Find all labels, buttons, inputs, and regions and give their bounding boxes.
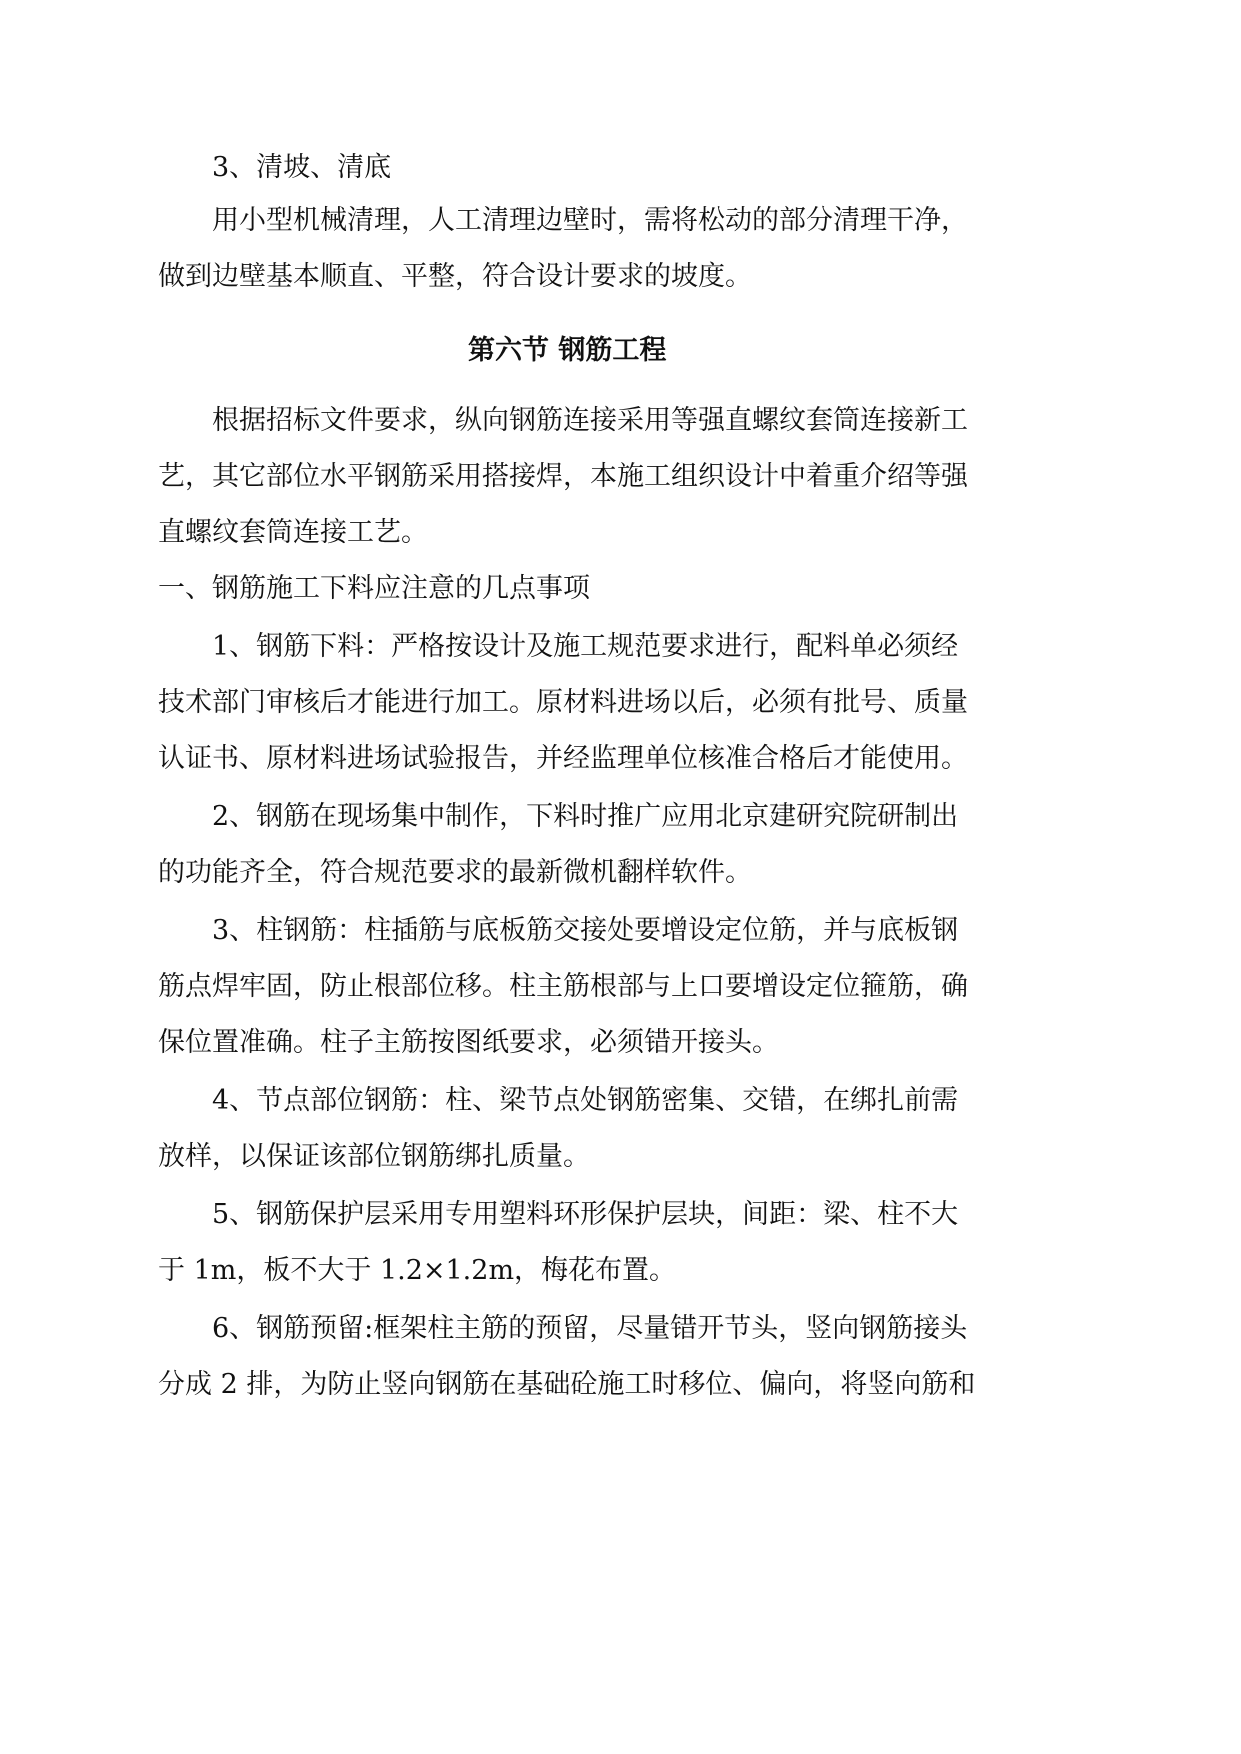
paragraph-line: 认证书、原材料进场试验报告，并经监理单位核准合格后才能使用。 bbox=[158, 743, 968, 774]
section-title: 第六节 钢筋工程 bbox=[468, 335, 667, 366]
paragraph-line: 技术部门审核后才能进行加工。原材料进场以后，必须有批号、质量 bbox=[158, 687, 968, 718]
paragraph-line: 2、钢筋在现场集中制作，下料时推广应用北京建研究院研制出 bbox=[212, 801, 959, 832]
paragraph-line: 筋点焊牢固，防止根部位移。柱主筋根部与上口要增设定位箍筋，确 bbox=[158, 971, 968, 1002]
paragraph-line: 放样，以保证该部位钢筋绑扎质量。 bbox=[158, 1141, 590, 1172]
paragraph-line: 直螺纹套筒连接工艺。 bbox=[158, 517, 428, 548]
paragraph-line: 用小型机械清理，人工清理边壁时，需将松动的部分清理干净， bbox=[212, 205, 968, 236]
paragraph-line: 做到边壁基本顺直、平整，符合设计要求的坡度。 bbox=[158, 261, 752, 292]
paragraph-line: 的功能齐全，符合规范要求的最新微机翻样软件。 bbox=[158, 857, 752, 888]
paragraph-line: 3、柱钢筋：柱插筋与底板筋交接处要增设定位筋，并与底板钢 bbox=[212, 915, 959, 946]
paragraph-line: 5、钢筋保护层采用专用塑料环形保护层块，间距：梁、柱不大 bbox=[212, 1199, 959, 1230]
paragraph-line: 艺，其它部位水平钢筋采用搭接焊，本施工组织设计中着重介绍等强 bbox=[158, 461, 968, 492]
paragraph-line: 1、钢筋下料：严格按设计及施工规范要求进行，配料单必须经 bbox=[212, 631, 959, 662]
paragraph-line: 于 1m，板不大于 1.2×1.2m，梅花布置。 bbox=[158, 1255, 677, 1286]
paragraph-line: 6、钢筋预留:框架柱主筋的预留，尽量错开节头，竖向钢筋接头 bbox=[212, 1313, 968, 1344]
subheading-rebar-cutting: 一、钢筋施工下料应注意的几点事项 bbox=[158, 573, 590, 604]
paragraph-line: 4、节点部位钢筋：柱、梁节点处钢筋密集、交错，在绑扎前需 bbox=[212, 1085, 959, 1116]
paragraph-line: 根据招标文件要求，纵向钢筋连接采用等强直螺纹套筒连接新工 bbox=[212, 405, 968, 436]
paragraph-line: 保位置准确。柱子主筋按图纸要求，必须错开接头。 bbox=[158, 1027, 779, 1058]
subheading-clear-slope: 3、清坡、清底 bbox=[212, 152, 392, 183]
paragraph-line: 分成 2 排，为防止竖向钢筋在基础砼施工时移位、偏向，将竖向筋和 bbox=[158, 1369, 976, 1400]
